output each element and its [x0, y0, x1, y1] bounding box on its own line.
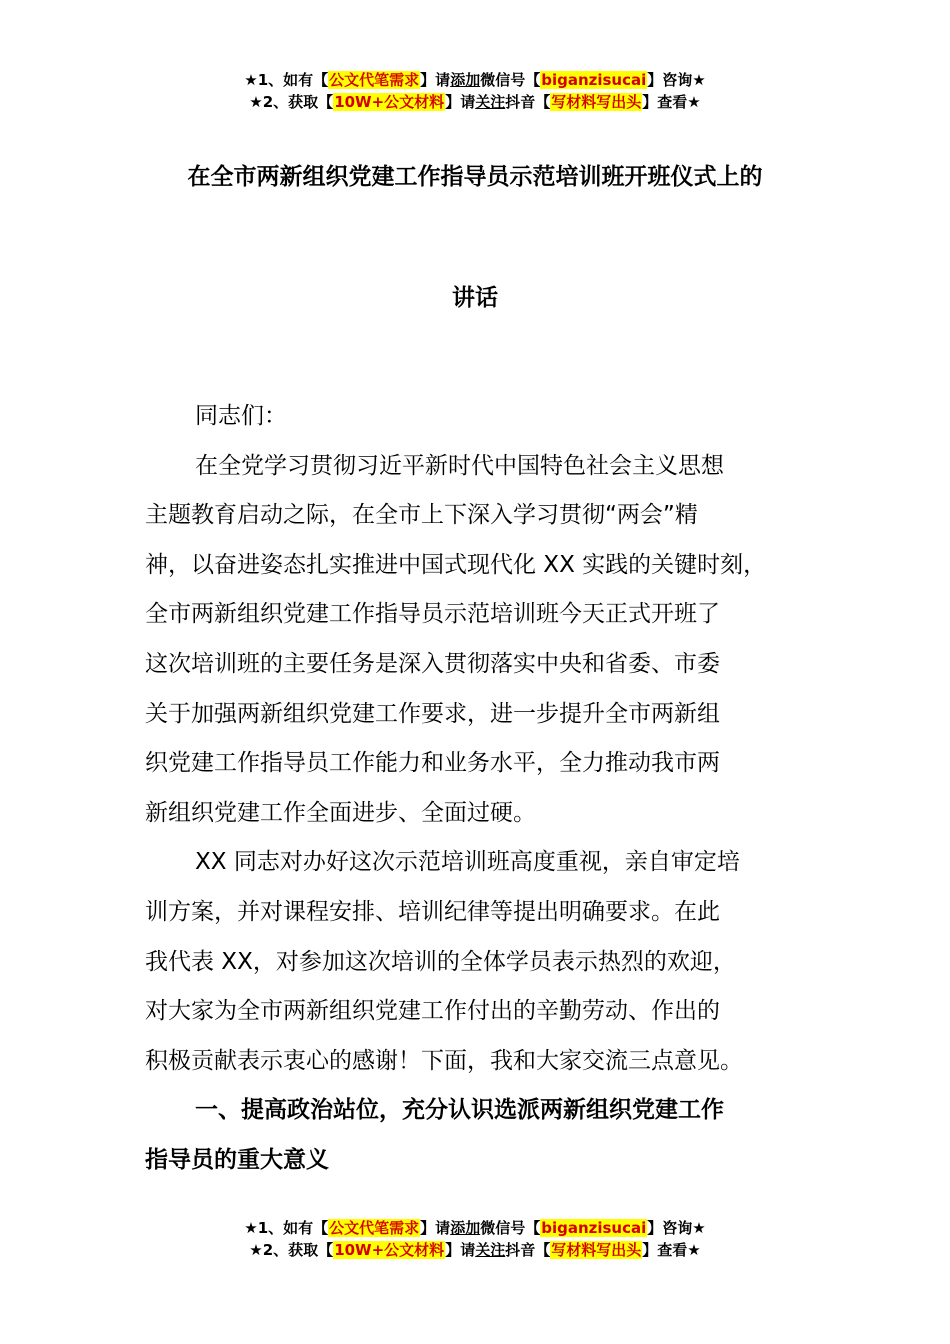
banner-highlight: biganzisucai: [541, 1219, 647, 1237]
banner-text: 】请: [445, 1241, 476, 1259]
banner-text: 】咨询★: [647, 1219, 706, 1237]
banner-text: 微信号【: [480, 71, 541, 89]
banner-underline: 添加: [450, 1219, 481, 1237]
paragraph-line: 在全党学习贯彻习近平新时代中国特色社会主义思想: [195, 452, 724, 479]
banner-text: ★1、如有【: [244, 1219, 329, 1237]
banner-line-2: [0, 91, 950, 113]
banner-highlight: 公文代笔需求: [329, 71, 420, 89]
banner-text: 】请: [420, 1219, 451, 1237]
banner-text: 抖音【: [505, 93, 551, 111]
footer-banner: [0, 1217, 950, 1261]
banner-highlight: biganzisucai: [541, 71, 647, 89]
banner-underline: 添加: [450, 71, 481, 89]
document-title-line-1: 在全市两新组织党建工作指导员示范培训班开班仪式上的: [187, 164, 763, 190]
banner-line-1: [0, 1217, 950, 1239]
paragraph-line: XX 同志对办好这次示范培训班高度重视，亲自审定培: [195, 849, 740, 876]
document-body: [145, 392, 835, 1186]
header-banner: [0, 69, 950, 113]
banner-text: 】查看★: [642, 93, 701, 111]
banner-highlight: 写材料写出头: [551, 1241, 642, 1259]
paragraph-line: 织党建工作指导员工作能力和业务水平，全力推动我市两: [145, 750, 720, 777]
section-heading-line: 指导员的重大意义: [145, 1146, 329, 1173]
banner-text: 微信号【: [480, 1219, 541, 1237]
banner-highlight: 公文代笔需求: [329, 1219, 420, 1237]
paragraph-line: 主题教育启动之际，在全市上下深入学习贯彻“两会”精: [145, 502, 698, 529]
banner-text: ★2、获取【: [249, 1241, 334, 1259]
paragraph-line: 积极贡献表示衷心的感谢！下面，我和大家交流三点意见。: [145, 1047, 743, 1074]
salutation: 同志们：: [195, 403, 287, 429]
banner-text: 】请: [445, 93, 476, 111]
paragraph-line: 我代表 XX，对参加这次培训的全体学员表示热烈的欢迎，: [145, 948, 736, 975]
banner-underline: 关注: [475, 93, 506, 111]
section-heading-line: 一、提高政治站位，充分认识选派两新组织党建工作: [195, 1097, 724, 1124]
paragraph-line: 神，以奋进姿态扎实推进中国式现代化 XX 实践的关键时刻，: [145, 551, 767, 578]
banner-text: ★2、获取【: [249, 93, 334, 111]
banner-text: 】查看★: [642, 1241, 701, 1259]
banner-line-1: [0, 69, 950, 91]
banner-highlight: 10W+公文材料: [334, 1241, 445, 1259]
banner-highlight: 写材料写出头: [551, 93, 642, 111]
paragraph-line: 训方案，并对课程安排、培训纪律等提出明确要求。在此: [145, 898, 720, 925]
paragraph-line: 这次培训班的主要任务是深入贯彻落实中央和省委、市委: [145, 650, 720, 677]
banner-text: 】请: [420, 71, 451, 89]
paragraph-line: 对大家为全市两新组织党建工作付出的辛勤劳动、作出的: [145, 998, 720, 1025]
banner-highlight: 10W+公文材料: [334, 93, 445, 111]
banner-text: 】咨询★: [647, 71, 706, 89]
paragraph-line: 关于加强两新组织党建工作要求，进一步提升全市两新组: [145, 700, 720, 727]
document-title-line-2: 讲话: [452, 285, 498, 311]
banner-underline: 关注: [475, 1241, 506, 1259]
banner-line-2: [0, 1239, 950, 1261]
paragraph-line: 新组织党建工作全面进步、全面过硬。: [145, 799, 536, 826]
banner-text: 抖音【: [505, 1241, 551, 1259]
paragraph-line: 全市两新组织党建工作指导员示范培训班今天正式开班了: [145, 601, 720, 628]
banner-text: ★1、如有【: [244, 71, 329, 89]
